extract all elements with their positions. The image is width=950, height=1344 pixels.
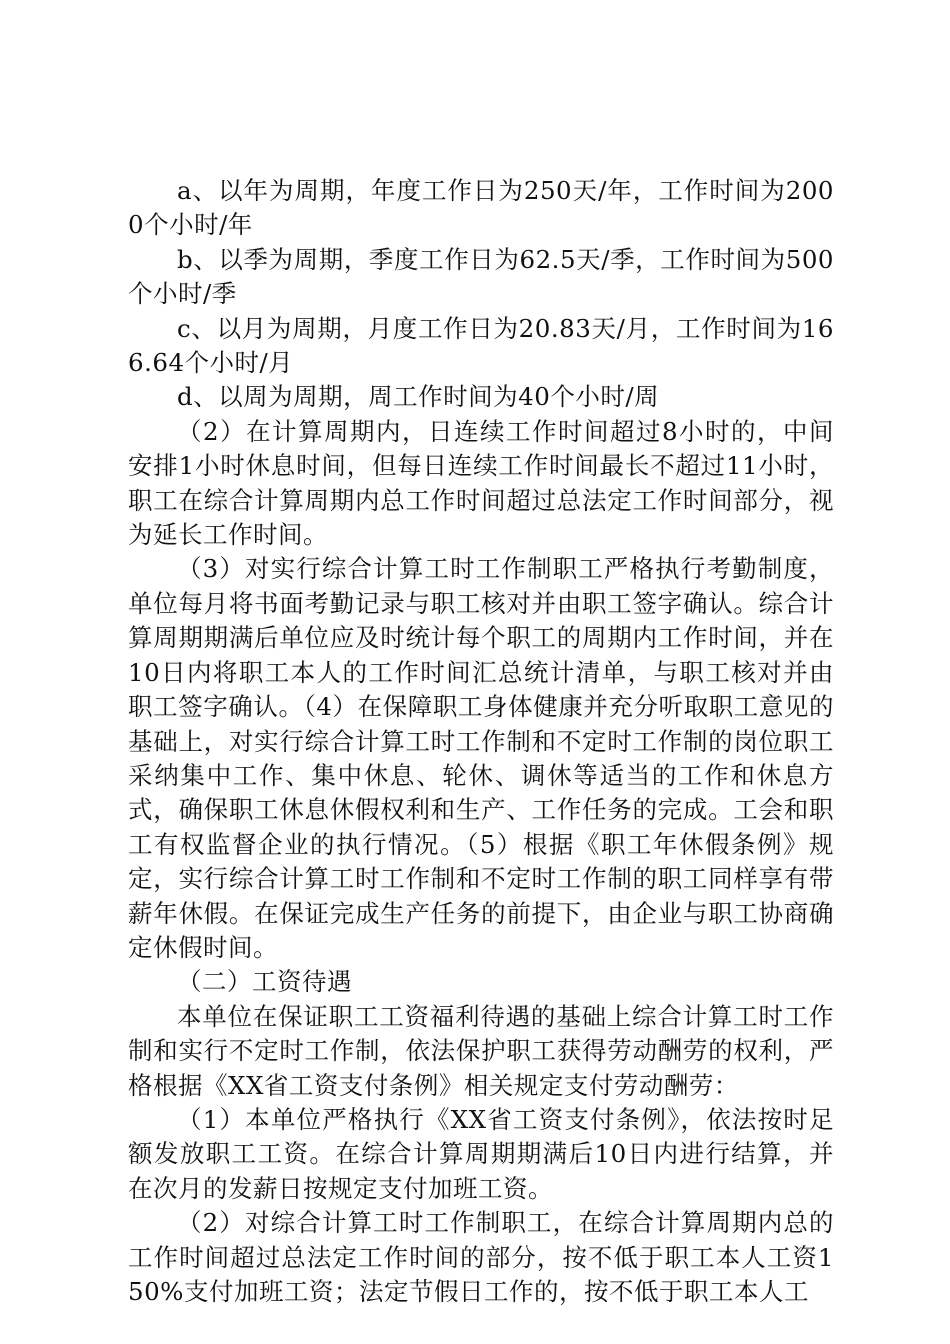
paragraph-quarterly-cycle: b、以季为周期，季度工作日为62.5天/季，工作时间为500个小时/季 (128, 244, 834, 309)
paragraph-wages-intro: 本单位在保证职工工资福利待遇的基础上综合计算工时工作制和实行不定时工作制，依法保护职工获得劳动酬劳的权利，严格根据《XX省工资支付条例》相关规定支付劳动酬劳： (128, 1001, 834, 1100)
paragraph-monthly-cycle: c、以月为周期，月度工作日为20.83天/月，工作时间为166.64个小时/月 (128, 313, 834, 378)
paragraph-rule-3-5: （3）对实行综合计算工时工作制职工严格执行考勤制度，单位每月将书面考勤记录与职工核对并由职工签字确认。综合计算周期期满后单位应及时统计每个职工的周期内工作时间，并在10日内将职工本人的工作时间汇总统计清单，与职工核对并由职工签字确认。（4）在保障职工身体健康并充分听取职工意见的基础上，对实行综合计算工时工作制和不定时工作制的岗位职工采纳集中工作、集中休息、轮休、调休等适当的工作和休息方式，确保职工休息休假权利和生产、工作任务的完成。工会和职工有权监督企业的执行情况。（5）根据《职工年休假条例》规定，实行综合计算工时工作制和不定时工作制的职工同样享有带薪年休假。在保证完成生产任务的前提下，由企业与职工协商确定休假时间。 (128, 554, 834, 962)
paragraph-annual-cycle: a、以年为周期，年度工作日为250天/年，工作时间为2000个小时/年 (128, 176, 834, 240)
paragraph-wages-2: （2）对综合计算工时工作制职工，在综合计算周期内总的工作时间超过总法定工作时间的部分，按不低于职工本人工资150%支付加班工资；法定节假日工作的，按不低于职工本人工 (128, 1208, 834, 1306)
document-body (128, 174, 834, 1309)
paragraph-wages-1: （1）本单位严格执行《XX省工资支付条例》，依法按时足额发放职工工资。在综合计算周期期满后10日内进行结算，并在次月的发薪日按规定支付加班工资。 (128, 1104, 834, 1203)
paragraph-weekly-cycle: d、以周为周期，周工作时间为40个小时/周 (177, 382, 660, 412)
paragraph-rule-2: （2）在计算周期内，日连续工作时间超过8小时的，中间安排1小时休息时间，但每日连续工作时间最长不超过11小时，职工在综合计算周期内总工作时间超过总法定工作时间部分，视为延长工作时间。 (128, 416, 834, 550)
section-heading-wages: （二）工资待遇 (177, 967, 352, 997)
